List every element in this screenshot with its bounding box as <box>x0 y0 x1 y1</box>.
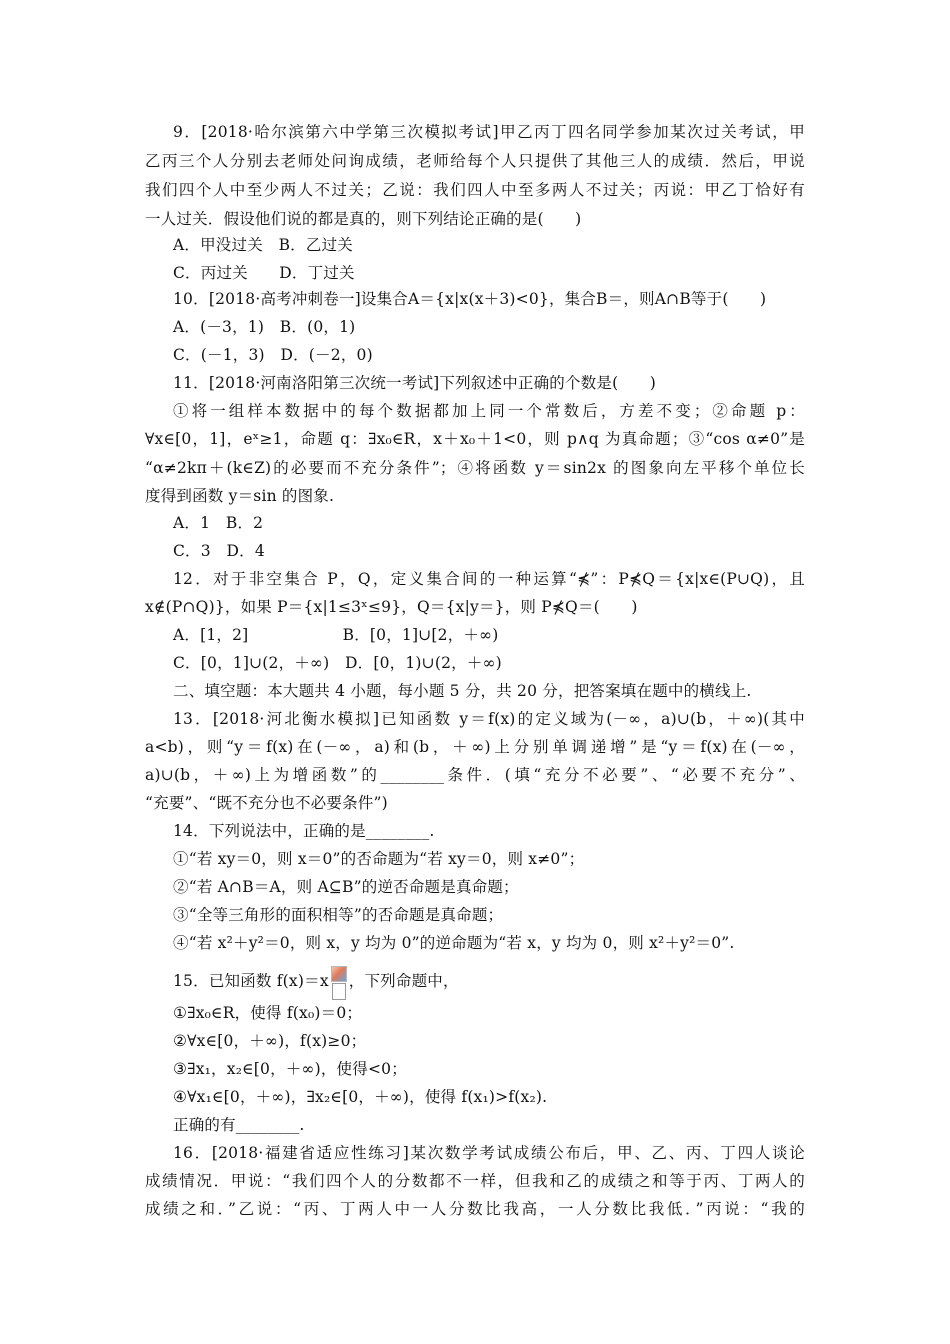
q11-line-1: 11．[2018·河南洛阳第三次统一考试]下列叙述中正确的个数是( ) <box>173 374 656 392</box>
q11-line-2: ①将一组样本数据中的每个数据都加上同一个常数后，方差不变；②命题 p： <box>173 402 805 420</box>
q16-line-3: 成绩之和．”乙说：“丙、丁两人中一人分数比我高，一人分数比我低．”丙说：“我的 <box>145 1200 805 1218</box>
q12-line-1: 12．对于非空集合 P，Q，定义集合间的一种运算“⋠”：P⋠Q＝{x|x∈(P∪Q)，且 <box>173 570 805 588</box>
q11-line-3: ∀x∈[0，1]，eˣ≥1，命题 q：∃x₀∈R，x＋x₀＋1<0，则 p∧q 为真命题；③“cos α≠0”是 <box>145 430 805 448</box>
q15-item-1: ①∃x₀∈R，使得 f(x₀)＝0； <box>173 1004 363 1022</box>
q12-options-cd: C．[0，1]∪(2，＋∞) D．[0，1)∪(2，＋∞) <box>173 654 502 672</box>
q13-line-2: a<b)，则“y＝f(x)在(－∞，a)和(b，＋∞)上分别单调递增”是“y＝f(x)在(－∞， <box>145 738 805 756</box>
q11-options-ab: A．1 B．2 <box>173 514 264 532</box>
q9-line-2: 乙丙三个人分别去老师处问询成绩，老师给每个人只提供了其他三人的成绩．然后，甲说 <box>145 152 805 170</box>
q14-item-4: ④“若 x²＋y²＝0，则 x，y 均为 0”的逆命题为“若 x，y 均为 0，则 x²＋y²＝0”. <box>173 934 735 952</box>
q15-item-3: ③∃x₁，x₂∈[0，＋∞)，使得<0； <box>173 1060 407 1078</box>
q10-options-ab: A．(－3，1) B．(0，1) <box>173 318 356 336</box>
q10-options-cd: C．(－1，3) D．(－2，0) <box>173 346 373 364</box>
q16-line-1: 16．[2018·福建省适应性练习]某次数学考试成绩公布后，甲、乙、丙、丁四人谈论 <box>173 1144 805 1162</box>
q11-line-5: 度得到函数 y＝sin 的图象. <box>145 487 335 505</box>
q11-line-4: “α≠2kπ＋(k∈Z)的必要而不充分条件”；④将函数 y＝sin2x 的图象向左平移个单位长 <box>145 459 805 477</box>
q15-text-b: ，下列命题中， <box>348 972 459 990</box>
q12-options-ab: A．[1，2] B．[0，1]∪[2，＋∞) <box>173 626 499 644</box>
q14-line-1: 14．下列说法中，正确的是________. <box>173 822 435 840</box>
q10-line-1: 10．[2018·高考冲刺卷一]设集合A＝{x|x(x＋3)<0}，集合B＝，则A∩B等于( ) <box>173 290 767 308</box>
q14-item-1: ①“若 xy＝0，则 x＝0”的否命题为“若 xy＝0，则 x≠0”； <box>173 850 585 868</box>
q15-line-1 <box>173 966 459 1000</box>
q14-item-2: ②“若 A∩B＝A，则 A⊆B”的逆否命题是真命题； <box>173 878 519 896</box>
q9-options-ab: A．甲没过关 B．乙过关 <box>173 236 353 254</box>
section-2-heading: 二、填空题：本大题共 4 小题，每小题 5 分，共 20 分，把答案填在题中的横线上. <box>173 682 752 700</box>
q12-line-2: x∉(P∩Q)}，如果 P＝{x|1≤3ˣ≤9}，Q＝{x|y＝}，则 P⋠Q＝( ) <box>145 598 638 616</box>
q16-line-2: 成绩情况．甲说：“我们四个人的分数都不一样，但我和乙的成绩之和等于丙、丁两人的 <box>145 1172 805 1190</box>
q15-answer-line: 正确的有________. <box>173 1116 305 1134</box>
q15-item-2: ②∀x∈[0，＋∞)，f(x)≥0； <box>173 1032 367 1050</box>
q13-line-4: “充要”、“既不充分也不必要条件”) <box>145 794 388 812</box>
q14-item-3: ③“全等三角形的面积相等”的否命题是真命题； <box>173 906 504 924</box>
q13-line-1: 13．[2018·河北衡水模拟]已知函数 y＝f(x)的定义域为(－∞，a)∪(b，＋∞)(其中 <box>173 710 805 728</box>
q9-line-1: 9．[2018·哈尔滨第六中学第三次模拟考试]甲乙丙丁四名同学参加某次过关考试，甲 <box>173 123 805 141</box>
q9-line-3: 我们四个人中至少两人不过关；乙说：我们四人中至多两人不过关；丙说：甲乙丁恰好有 <box>145 181 805 199</box>
q11-options-cd: C．3 D．4 <box>173 542 265 560</box>
q9-line-4: 一人过关．假设他们说的都是真的，则下列结论正确的是( ) <box>145 210 582 228</box>
broken-image-icon <box>331 966 347 1000</box>
q15-text-a: 15．已知函数 f(x)＝x <box>173 972 329 990</box>
q13-line-3: a)∪(b，＋∞)上为增函数”的________条件．(填“充分不必要”、“必要不充分”、 <box>145 766 805 784</box>
q9-options-cd: C．丙过关 D．丁过关 <box>173 264 355 282</box>
q15-item-4: ④∀x₁∈[0，＋∞)，∃x₂∈[0，＋∞)，使得 f(x₁)>f(x₂). <box>173 1088 548 1106</box>
